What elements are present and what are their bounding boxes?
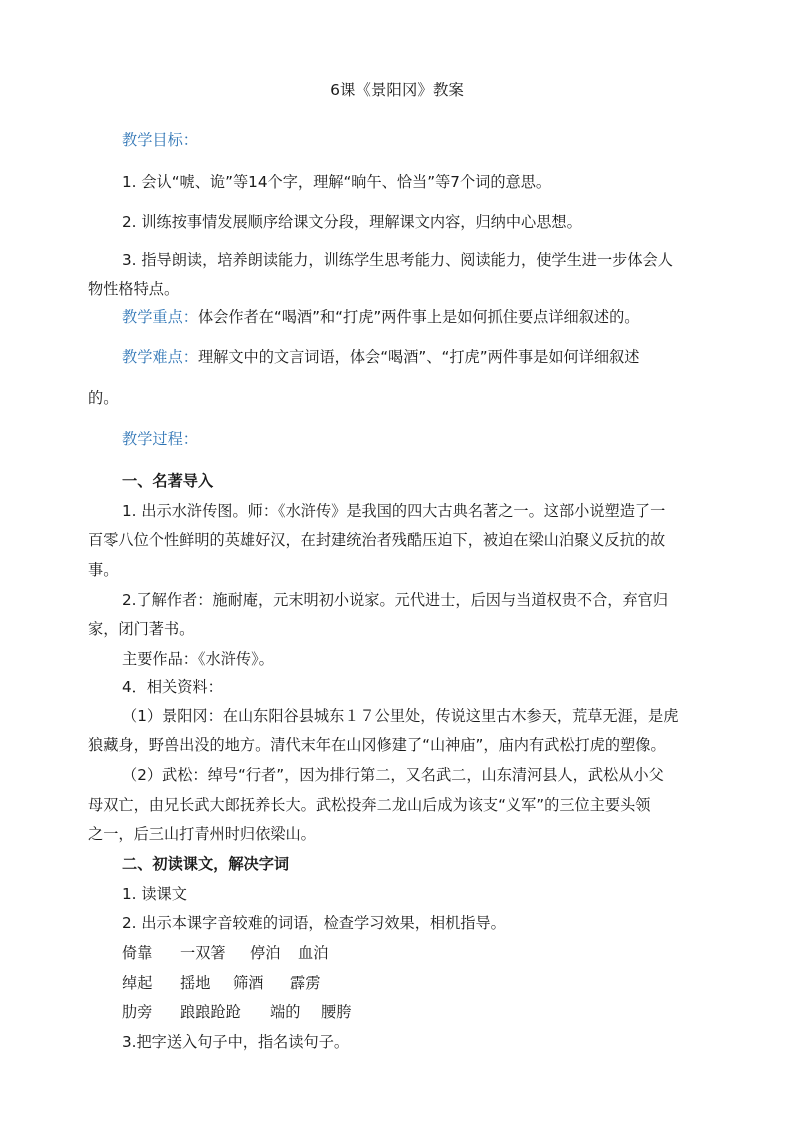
word: 揺地 — [180, 974, 211, 992]
difficulty-text: 理解文中的文言词语，体会“喝酒”、“打虎”两件事是如何详细叙述 — [197, 348, 640, 366]
word: 一双箸 — [180, 944, 226, 962]
objectives-label: 教学目标： — [122, 131, 198, 149]
word-row-3 — [0, 1002, 794, 1022]
main-works: 主要作品：《水浒传》。 — [122, 650, 274, 668]
word: 筛酒 — [233, 974, 264, 992]
process-label: 教学过程： — [122, 430, 198, 448]
difficulty-cont: 的。 — [88, 389, 119, 407]
word: 停泊 — [250, 944, 281, 962]
word: 绰起 — [122, 974, 153, 992]
material-2-line1: （2）武松：绰号“行者”，因为排行第二，又名武二，山东清河县人，武松从小父 — [122, 766, 664, 784]
word: 血泊 — [298, 944, 329, 962]
material-1-line2: 狼藏身，野兽出没的地方。清代末年在山冈修建了“山神庙”，庙内有武松打虎的塑像。 — [88, 736, 666, 754]
word: 霹雳 — [290, 974, 321, 992]
word-row-2 — [0, 973, 794, 993]
intro-p2-line2: 家，闭门著书。 — [88, 620, 195, 638]
intro-p1-line1: 1. 出示水浒传图。师：《水浒传》是我国的四大古典名著之一。这部小说塑造了一 — [122, 502, 666, 520]
intro-p2-line1: 2.了解作者：施耐庵，元末明初小说家。元代进士，后因与当道权贵不合，弃官归 — [122, 591, 669, 609]
material-1-line1: （1）景阳冈：在山东阳谷县城东１７公里处，传说这里古木参天，荒草无涯，是虎 — [122, 707, 679, 725]
word: 腰胯 — [321, 1003, 352, 1021]
word: 倚靠 — [122, 944, 153, 962]
difficulty-label: 教学难点： — [122, 348, 198, 366]
objective-item-3: 3. 指导朗读，培养朗读能力，训练学生思考能力、阅读能力，使学生进一步体会人 — [122, 251, 673, 269]
step-2: 2. 出示本课字音较难的词语，检查学习效果，相机指导。 — [122, 914, 506, 932]
word: 端的 — [270, 1003, 301, 1021]
material-2-line2: 母双亡，由兄长武大郎抚养长大。武松投奔二龙山后成为该支“义军”的三位主要头领 — [88, 796, 651, 814]
intro-p1-line3: 事。 — [88, 561, 119, 579]
key-point-text: 体会作者在“喝酒”和“打虎”两件事上是如何抓住要点详细叙述的。 — [197, 308, 640, 326]
word: 踉踉跄跄 — [180, 1003, 241, 1021]
word-row-1 — [0, 943, 794, 963]
word: 肋旁 — [122, 1003, 153, 1021]
page-title: 6课《景阳冈》教案 — [330, 81, 464, 99]
intro-p1-line2: 百零八位个性鲜明的英雄好汉，在封建统治者残酷压迫下，被迫在梁山泊聚义反抗的故 — [88, 531, 666, 549]
step-3: 3.把字送入句子中，指名读句子。 — [122, 1033, 350, 1051]
objective-item-3-cont: 物性格特点。 — [88, 280, 180, 298]
section-2-heading: 二、初读课文，解决字词 — [122, 855, 290, 873]
difficulty — [122, 347, 639, 367]
objective-item-1: 1. 会认“唬、诡”等14个字，理解“晌午、恰当”等7个词的意思。 — [122, 173, 552, 191]
key-point — [122, 307, 639, 327]
material-2-line3: 之一，后三山打青州时归依梁山。 — [88, 825, 316, 843]
step-1: 1. 读课文 — [122, 885, 187, 903]
objective-item-2: 2. 训练按事情发展顺序给课文分段，理解课文内容，归纳中心思想。 — [122, 213, 582, 231]
materials-heading: 4．相关资料： — [122, 678, 223, 696]
key-point-label: 教学重点： — [122, 308, 198, 326]
section-1-heading: 一、名著导入 — [122, 472, 214, 490]
